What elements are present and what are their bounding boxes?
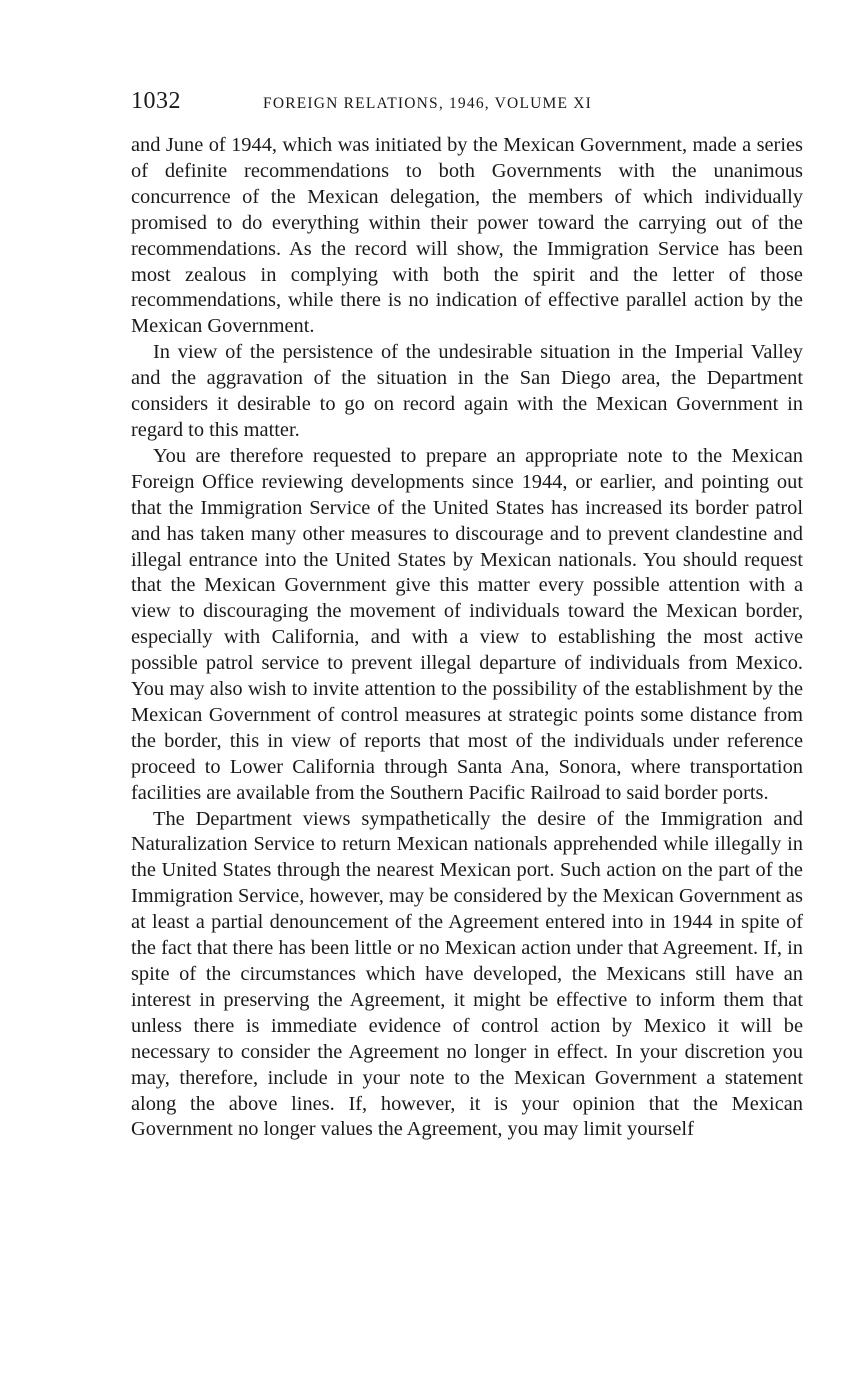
- paragraph-continued: and June of 1944, which was initiated by the Mexican Government, made a series of definite recommendations to both Governments with the unanimous concurrence of the Mexican delegation, the members of which individually promised to do everything within their power toward the carrying out of the recommendations. As the record will show, the Immigration Service has been most zealous in complying with both the spirit and the letter of those recommendations, while there is no indication of effective parallel action by the Mexican Government.: [131, 134, 803, 338]
- paragraph: The Department views sympathetically the desire of the Immigration and Naturalization Service to return Mexican nationals apprehended while illegally in the United States through the nearest Mexican port. Such action on the part of the Immigration Service, however, may be considered by the Mexican Government as at least a partial denouncement of the Agreement entered into in 1944 in spite of the fact that there has been little or no Mexican action under that Agreement. If, in spite of the circumstances which have developed, the Mexicans still have an interest in preserving the Agreement, it might be effective to inform them that unless there is immediate evidence of control action by Mexico it will be necessary to consider the Agreement no longer in effect. In your discretion you may, therefore, include in your note to the Mexican Government a statement along the above lines. If, however, it is your opinion that the Mexican Government no longer values the Agreement, you may limit yourself: [131, 807, 803, 1141]
- running-head-title: FOREIGN RELATIONS, 1946, VOLUME XI: [263, 95, 592, 112]
- body-text: [131, 133, 803, 1143]
- page-number: 1032: [131, 88, 181, 114]
- paragraph: In view of the persistence of the undesirable situation in the Imperial Valley and the aggravation of the situation in the San Diego area, the Department considers it desirable to go on record again with the Mexican Government in regard to this matter.: [131, 341, 803, 441]
- document-page: [131, 88, 803, 1143]
- paragraph: You are therefore requested to prepare an appropriate note to the Mexican Foreign Office reviewing developments since 1944, or earlier, and pointing out that the Immigration Service of the United States has increased its border patrol and has taken many other measures to discourage and to prevent clandestine and illegal entrance into the United States by Mexican nationals. You should request that the Mexican Government give this matter every possible attention with a view to discouraging the movement of individuals toward the Mexican border, especially with California, and with a view to establishing the most active possible patrol service to prevent illegal departure of individuals from Mexico. You may also wish to invite attention to the possibility of the establishment by the Mexican Government of control measures at strategic points some distance from the border, this in view of reports that most of the individuals under reference proceed to Lower California through Santa Ana, Sonora, where transportation facilities are available from the Southern Pacific Railroad to said border ports.: [131, 444, 803, 804]
- running-head: [131, 88, 803, 122]
